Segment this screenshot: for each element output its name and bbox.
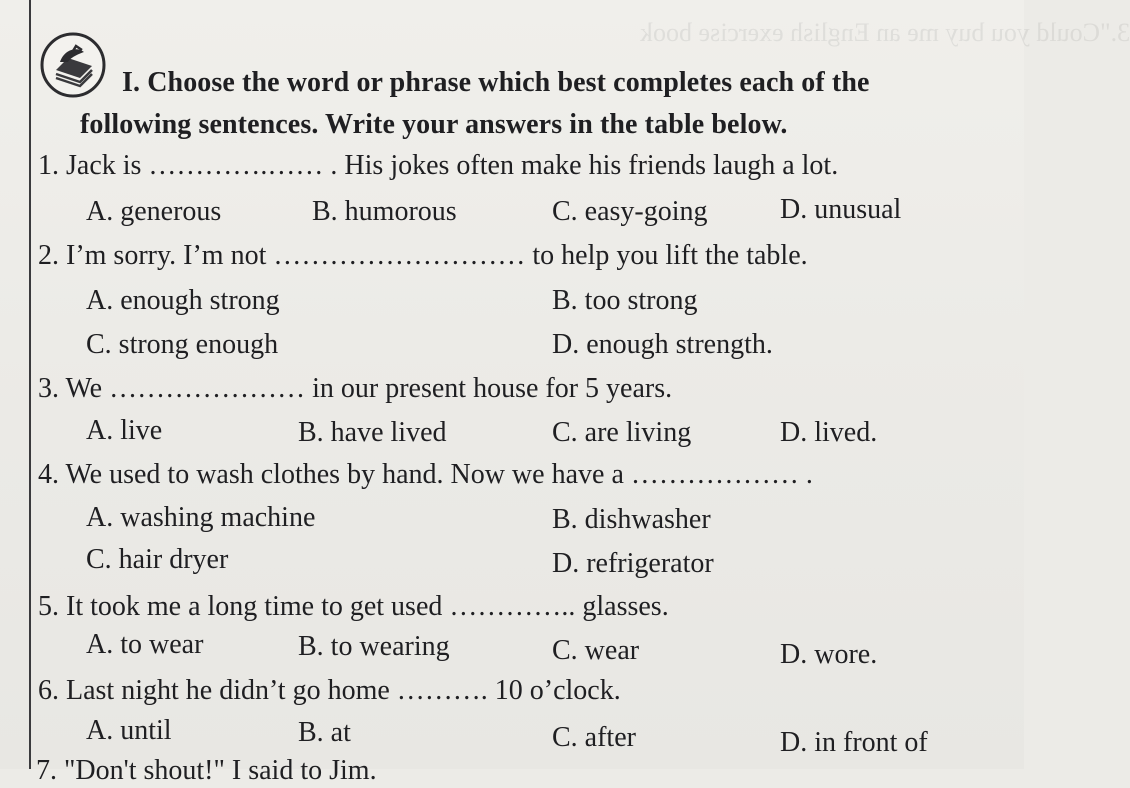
option-c: C. wear bbox=[552, 635, 640, 666]
option-d: D. in front of bbox=[780, 727, 928, 758]
option-c: C. easy-going bbox=[552, 196, 708, 227]
option-a: A. washing machine bbox=[86, 502, 316, 533]
option-a: A. to wear bbox=[86, 629, 204, 660]
question-stem: 5. It took me a long time to get used ………….. glasses. bbox=[38, 591, 669, 622]
option-b: B. too strong bbox=[552, 285, 698, 316]
option-a: A. live bbox=[86, 415, 163, 446]
option-a: A. enough strong bbox=[86, 285, 280, 316]
option-c: C. after bbox=[552, 722, 636, 753]
option-b: B. humorous bbox=[312, 196, 457, 227]
question-stem: 4. We used to wash clothes by hand. Now we have a ……………… . bbox=[38, 459, 813, 490]
heading-line-2: following sentences. Write your answers in the table below. bbox=[80, 109, 788, 140]
question-stem: 3. We ………………… in our present house for 5 years. bbox=[38, 373, 673, 404]
option-a: A. generous bbox=[86, 196, 222, 227]
section-heading bbox=[80, 62, 1020, 146]
option-b: B. have lived bbox=[298, 417, 447, 448]
option-a: A. until bbox=[86, 715, 172, 746]
bleed-through-text: 3."Could you buy me an English exercise book bbox=[640, 18, 1130, 47]
option-b: B. dishwasher bbox=[552, 504, 711, 535]
option-c: C. are living bbox=[552, 417, 692, 448]
question-stem: 1. Jack is ………….…… . His jokes often make his friends laugh a lot. bbox=[38, 150, 839, 181]
option-b: B. to wearing bbox=[298, 631, 450, 662]
option-d: D. unusual bbox=[780, 194, 902, 225]
heading-line-1: I. Choose the word or phrase which best completes each of the bbox=[122, 67, 870, 98]
question-stem: 6. Last night he didn’t go home ………. 10 o’clock. bbox=[38, 675, 621, 706]
next-question-cutoff: 7. "Don't shout!" I said to Jim. bbox=[36, 755, 377, 786]
option-d: D. enough strength. bbox=[552, 329, 773, 360]
option-d: D. refrigerator bbox=[552, 548, 714, 579]
option-d: D. wore. bbox=[780, 639, 878, 670]
option-b: B. at bbox=[298, 717, 351, 748]
option-d: D. lived. bbox=[780, 417, 878, 448]
option-c: C. strong enough bbox=[86, 329, 279, 360]
option-c: C. hair dryer bbox=[86, 544, 229, 575]
margin-line bbox=[29, 0, 31, 769]
question-stem: 2. I’m sorry. I’m not ……………………… to help you lift the table. bbox=[38, 240, 808, 271]
